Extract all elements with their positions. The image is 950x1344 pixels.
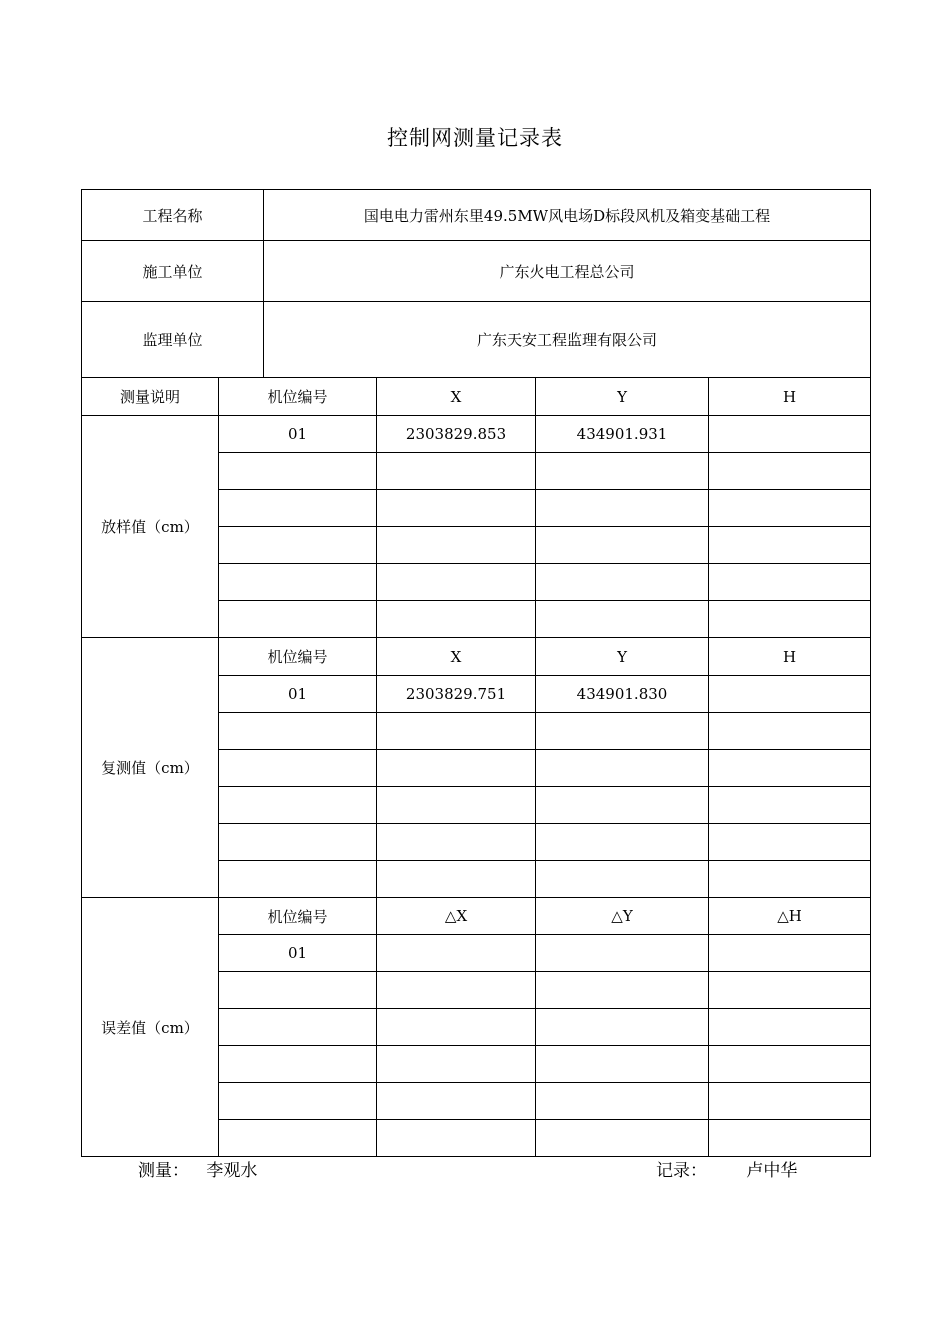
col-header-dy: △Y bbox=[536, 898, 709, 935]
cell-y bbox=[536, 935, 709, 972]
cell-x: 2303829.751 bbox=[377, 676, 536, 713]
col-header-h: H bbox=[709, 378, 871, 416]
cell-id bbox=[219, 527, 377, 564]
col-header-y: Y bbox=[536, 638, 709, 676]
col-header-dh: △H bbox=[709, 898, 871, 935]
cell-h bbox=[709, 1120, 871, 1157]
cell-x bbox=[377, 713, 536, 750]
recorder-label: 记录： bbox=[656, 1161, 707, 1181]
cell-y bbox=[536, 490, 709, 527]
cell-x bbox=[377, 453, 536, 490]
cell-h bbox=[709, 824, 871, 861]
supervisor-value: 广东天安工程监理有限公司 bbox=[264, 302, 871, 378]
recorder-signature bbox=[656, 1156, 797, 1181]
cell-h bbox=[709, 972, 871, 1009]
cell-h bbox=[709, 787, 871, 824]
project-label: 工程名称 bbox=[82, 190, 264, 241]
cell-y: 434901.830 bbox=[536, 676, 709, 713]
cell-x bbox=[377, 787, 536, 824]
cell-x: 2303829.853 bbox=[377, 416, 536, 453]
col-header-y: Y bbox=[536, 378, 709, 416]
cell-h bbox=[709, 861, 871, 898]
cell-y bbox=[536, 972, 709, 1009]
cell-id bbox=[219, 972, 377, 1009]
recorder-name: 卢中华 bbox=[746, 1161, 798, 1181]
cell-id: 01 bbox=[219, 676, 377, 713]
cell-h bbox=[709, 1009, 871, 1046]
cell-id bbox=[219, 750, 377, 787]
cell-y bbox=[536, 750, 709, 787]
cell-h bbox=[709, 750, 871, 787]
col-header-id: 机位编号 bbox=[219, 378, 377, 416]
col-header-id: 机位编号 bbox=[219, 898, 377, 935]
cell-id bbox=[219, 861, 377, 898]
cell-id: 01 bbox=[219, 416, 377, 453]
cell-x bbox=[377, 564, 536, 601]
cell-y bbox=[536, 601, 709, 638]
cell-y bbox=[536, 1046, 709, 1083]
cell-h bbox=[709, 416, 871, 453]
cell-x bbox=[377, 601, 536, 638]
surveyor-label: 测量： bbox=[138, 1161, 189, 1181]
cell-y bbox=[536, 1120, 709, 1157]
cell-y bbox=[536, 1009, 709, 1046]
cell-x bbox=[377, 861, 536, 898]
cell-y bbox=[536, 861, 709, 898]
constructor-label: 施工单位 bbox=[82, 241, 264, 302]
measure-label: 测量说明 bbox=[82, 378, 219, 416]
cell-id bbox=[219, 1009, 377, 1046]
col-header-x: X bbox=[377, 638, 536, 676]
cell-x bbox=[377, 750, 536, 787]
project-value: 国电电力雷州东里49.5MW风电场D标段风机及箱变基础工程 bbox=[264, 190, 871, 241]
cell-x bbox=[377, 490, 536, 527]
cell-h bbox=[709, 713, 871, 750]
cell-h bbox=[709, 564, 871, 601]
cell-x bbox=[377, 1046, 536, 1083]
measure-header-row bbox=[82, 378, 871, 416]
surveyor-signature bbox=[138, 1156, 257, 1181]
cell-id: 01 bbox=[219, 935, 377, 972]
cell-id bbox=[219, 1120, 377, 1157]
cell-y bbox=[536, 453, 709, 490]
cell-id bbox=[219, 601, 377, 638]
cell-y bbox=[536, 1083, 709, 1120]
col-header-h: H bbox=[709, 638, 871, 676]
cell-y bbox=[536, 787, 709, 824]
supervisor-label: 监理单位 bbox=[82, 302, 264, 378]
cell-id bbox=[219, 1046, 377, 1083]
cell-x bbox=[377, 527, 536, 564]
cell-x bbox=[377, 1120, 536, 1157]
cell-y bbox=[536, 824, 709, 861]
cell-id bbox=[219, 1083, 377, 1120]
cell-x bbox=[377, 824, 536, 861]
supervisor-row bbox=[82, 302, 871, 378]
cell-h bbox=[709, 1046, 871, 1083]
cell-x bbox=[377, 1009, 536, 1046]
col-header-id: 机位编号 bbox=[219, 638, 377, 676]
page-title: 控制网测量记录表 bbox=[387, 126, 563, 150]
error-label: 误差值（cm） bbox=[82, 898, 219, 1157]
cell-h bbox=[709, 527, 871, 564]
cell-id bbox=[219, 490, 377, 527]
cell-h bbox=[709, 935, 871, 972]
cell-id bbox=[219, 787, 377, 824]
constructor-row bbox=[82, 241, 871, 302]
cell-id bbox=[219, 824, 377, 861]
col-header-dx: △X bbox=[377, 898, 536, 935]
cell-id bbox=[219, 564, 377, 601]
project-row bbox=[82, 190, 871, 241]
cell-x bbox=[377, 1083, 536, 1120]
cell-y bbox=[536, 527, 709, 564]
cell-id bbox=[219, 713, 377, 750]
constructor-value: 广东火电工程总公司 bbox=[264, 241, 871, 302]
cell-id bbox=[219, 453, 377, 490]
cell-x bbox=[377, 935, 536, 972]
cell-h bbox=[709, 676, 871, 713]
recheck-header-row bbox=[82, 638, 871, 676]
error-header-row bbox=[82, 898, 871, 935]
surveyor-name: 李观水 bbox=[206, 1161, 258, 1181]
col-header-x: X bbox=[377, 378, 536, 416]
cell-h bbox=[709, 453, 871, 490]
recheck-label: 复测值（cm） bbox=[82, 638, 219, 898]
cell-x bbox=[377, 972, 536, 1009]
cell-h bbox=[709, 1083, 871, 1120]
cell-y bbox=[536, 564, 709, 601]
cell-h bbox=[709, 490, 871, 527]
survey-record-table bbox=[81, 189, 871, 1157]
setout-label: 放样值（cm） bbox=[82, 416, 219, 638]
cell-y: 434901.931 bbox=[536, 416, 709, 453]
table-row bbox=[82, 416, 871, 453]
cell-h bbox=[709, 601, 871, 638]
cell-y bbox=[536, 713, 709, 750]
